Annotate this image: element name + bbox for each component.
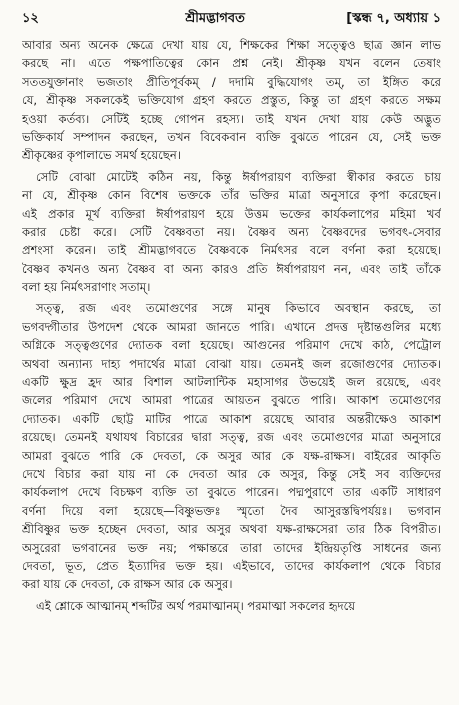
text-line: আবার অন্য অনেক ক্ষেত্রে দেখা যায় যে, শিক্ষকের শিক্ষা সত্ত্বেও ছাত্র জ্ঞান লাভ (22, 38, 441, 52)
text-line: বর্ণনা দিয়ে বলা হয়েছে—বিষ্ণুভক্তঃ স্মৃতো দৈব আসুরস্তদ্বিপর্যয়ঃ। ভগবান (22, 503, 441, 518)
text-line: ভক্তিকার্য সম্পাদন করছেন, তখন বিবেকবান ব্যক্তি বুঝতে পারেন যে, সেই ভক্ত (22, 129, 441, 144)
body-text (22, 36, 441, 615)
text-line: এই প্রকার মূর্খ ব্যক্তিরা ঈর্ষাপরায়ণ হয়ে উত্তম ভক্তের কার্যকলাপের মহিমা খর্ব (22, 206, 441, 221)
section-reference: [স্কন্ধ ৭, অধ্যায় ১ (346, 11, 441, 26)
paragraph (22, 597, 441, 615)
text-line: করা যায় কে দেবতা, কে রাক্ষস আর কে অসুর। (22, 577, 233, 592)
text-line: প্রশংসা করেন। তাই শ্রীমদ্ভাগবতে বৈষ্ণবকে নির্মৎসর বলে বর্ণনা করা হয়েছে। (22, 243, 441, 258)
text-line: ভগবদ্গীতার উপদেশ থেকে আমরা জানতে পারি। এখানে প্রদত্ত দৃষ্টান্তগুলির মধ্যে (22, 319, 441, 334)
text-line: একটি ক্ষুদ্র হ্রদ আর বিশাল আটলান্টিক মহাসাগর উভয়েই জল রয়েছে, এবং (22, 375, 441, 390)
text-line: এই শ্লোকে আত্মানম্ শব্দটির অর্থ পরমাত্মানম্। পরমাত্মা সকলের হৃদয়ে (36, 598, 356, 613)
text-line: কার্যকলাপ দেখে বিচক্ষণ ব্যক্তি তা বুঝতে পারেন। পদ্মপুরাণে তার একটি সাধারণ (22, 485, 441, 500)
text-line: অগ্নিকে সত্ত্বগুণের দ্যোতক বলা হয়েছে। আগুনের পরিমাণ দেখে কাঠ, পেট্রোল (22, 338, 441, 353)
running-header (22, 6, 441, 32)
text-line: আমরা বুঝতে পারি কে দেবতা, কে অসুর আর কে যক্ষ-রাক্ষস। বাইরের আকৃতি (22, 448, 441, 463)
text-line: জলের পরিমাণ দেখে আমরা পাত্রের আয়তন বুঝতে পারি। আকাশ তমোগুণের (22, 393, 441, 408)
text-line: বলা হয় নির্মৎসরাণাং সতাম্। (22, 280, 151, 295)
text-line: অথবা অন্যান্য দাহ্য পদার্থের মাত্রা বোঝা যায়। তেমনই জল রজোগুণের দ্যোতক। (22, 356, 441, 371)
text-line: দ্যোতক। একটি ছোট্ট মাটির পাত্রে আকাশ রয়েছে আবার অন্তরীক্ষেও আকাশ (22, 411, 441, 426)
paragraph (22, 299, 441, 593)
text-line: শ্রীকৃষ্ণের কৃপালাভে সমর্থ হয়েছেন। (22, 148, 181, 163)
text-line: করার চেষ্টা করে। সেটি বৈষ্ণবতা নয়। বৈষ্ণব অন্য বৈষ্ণবদের ভগবৎ-সেবার (22, 224, 441, 239)
text-line: যে, শ্রীকৃষ্ণ সকলকেই ভক্তিযোগ গ্রহণ করতে প্রস্তুত, কিন্তু তা গ্রহণ করতে সক্ষম (22, 93, 441, 108)
text-line: রয়েছে। তেমনই যথাযথ বিচারের দ্বারা সত্ত্ব, রজ এবং তমোগুণের মাত্রা অনুসারে (22, 430, 441, 445)
text-line: বৈষ্ণব কখনও অন্য বৈষ্ণব বা অন্য কারও প্রতি ঈর্ষাপরায়ণ নন, এবং তাই তাঁকে (22, 261, 441, 276)
text-line: অসুরেরা ভগবানের ভক্ত নয়; পক্ষান্তরে তারা তাদের ইন্দ্রিয়তৃপ্তি সাধনের জন্য (22, 540, 441, 555)
text-line: সেটি বোঝা মোটেই কঠিন নয়, কিন্তু ঈর্ষাপরায়ণ ব্যক্তিরা স্বীকার করতে চায় (36, 169, 441, 184)
text-line: হওয়া কর্তব্য। সেটিই হচ্ছে গোপন রহস্য। তাই যখন দেখা যায় কেউ অদ্ভুত (22, 111, 441, 126)
page-number: ১২ (22, 11, 39, 26)
text-line: সততযুক্তানাং ভজতাং প্রীতিপূর্বকম্ / দদামি বুদ্ধিযোগং তম্, তা ইঙ্গিত করে (22, 74, 441, 89)
paragraph (22, 36, 441, 165)
text-line: করছে না। এতে পক্ষপাতিত্বের কোন প্রশ্ন নেই। শ্রীকৃষ্ণ যখন বলেন তেষাং (22, 56, 441, 71)
text-line: না যে, শ্রীকৃষ্ণ কোন বিশেষ ভক্তকে তাঁর ভক্তির মাত্রা অনুসারে কৃপা করেছেন। (22, 188, 441, 203)
text-line: দেবতা, ভূত, প্রেত ইত্যাদির ভক্ত হয়। এইভাবে, তাদের কার্যকলাপ থেকে বিচার (22, 558, 441, 573)
text-line: দেখে বিচার করা যায় না কে দেবতা আর কে অসুর, কিন্তু সেই সব ব্যক্তিদের (22, 466, 441, 481)
paragraph (22, 168, 441, 297)
text-line: শ্রীবিষ্ণুর ভক্ত হচ্ছেন দেবতা, আর অসুর অথবা যক্ষ-রাক্ষসেরা তার ঠিক বিপরীত। (22, 522, 441, 537)
text-line: সত্ত্ব, রজ এবং তমোগুণের সঙ্গে মানুষ কিভাবে অবস্থান করছে, তা (36, 301, 441, 316)
book-title: শ্রীমদ্ভাগবত (185, 11, 245, 26)
